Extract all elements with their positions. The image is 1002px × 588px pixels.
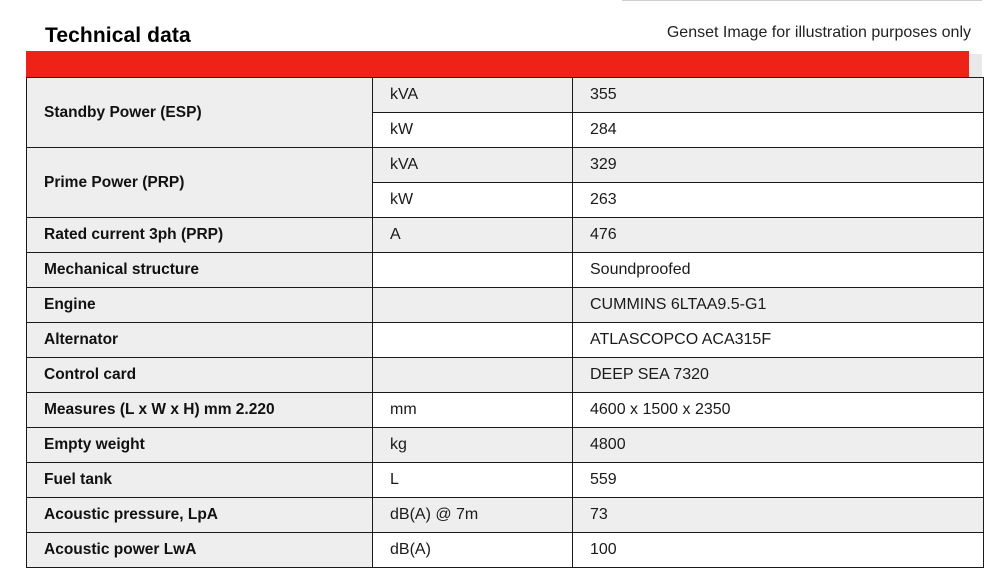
parameter-cell: Fuel tank [27,463,373,498]
unit-cell [373,253,573,288]
value-cell: 263 [573,183,984,218]
value-cell: 355 [573,78,984,113]
table-row [27,358,984,393]
table-row [27,288,984,323]
parameter-cell: Empty weight [27,428,373,463]
table-row [27,428,984,463]
top-divider [622,0,982,1]
parameter-cell: Acoustic pressure, LpA [27,498,373,533]
unit-cell: kW [373,183,573,218]
parameter-cell: Alternator [27,323,373,358]
value-cell: 284 [573,113,984,148]
unit-cell: dB(A) [373,533,573,568]
parameter-cell: Acoustic power LwA [27,533,373,568]
value-cell: 73 [573,498,984,533]
illustration-caption: Genset Image for illustration purposes only [666,24,971,41]
parameter-cell: Measures (L x W x H) mm 2.220 [27,393,373,428]
table-row [27,218,984,253]
value-cell: 4800 [573,428,984,463]
unit-cell: A [373,218,573,253]
header-accent-band [26,51,969,78]
table-row [27,393,984,428]
table-row [27,533,984,568]
header-band-shadow [969,54,982,78]
value-cell: Soundproofed [573,253,984,288]
technical-data-table [26,77,984,568]
parameter-cell: Standby Power (ESP) [27,78,373,148]
unit-cell [373,358,573,393]
unit-cell [373,288,573,323]
value-cell: 329 [573,148,984,183]
unit-cell: dB(A) @ 7m [373,498,573,533]
value-cell: 100 [573,533,984,568]
value-cell: 4600 x 1500 x 2350 [573,393,984,428]
value-cell: 476 [573,218,984,253]
value-cell: 559 [573,463,984,498]
table-row [27,498,984,533]
parameter-cell: Prime Power (PRP) [27,148,373,218]
table-row [27,148,984,183]
parameter-cell: Mechanical structure [27,253,373,288]
page-title: Technical data [45,24,191,47]
parameter-cell: Rated current 3ph (PRP) [27,218,373,253]
unit-cell: kg [373,428,573,463]
unit-cell: mm [373,393,573,428]
unit-cell: kW [373,113,573,148]
table-row [27,253,984,288]
parameter-cell: Control card [27,358,373,393]
table-row [27,323,984,358]
value-cell: DEEP SEA 7320 [573,358,984,393]
table-row [27,463,984,498]
table-row [27,78,984,113]
value-cell: ATLASCOPCO ACA315F [573,323,984,358]
unit-cell: kVA [373,148,573,183]
unit-cell [373,323,573,358]
unit-cell: kVA [373,78,573,113]
parameter-cell: Engine [27,288,373,323]
value-cell: CUMMINS 6LTAA9.5-G1 [573,288,984,323]
unit-cell: L [373,463,573,498]
